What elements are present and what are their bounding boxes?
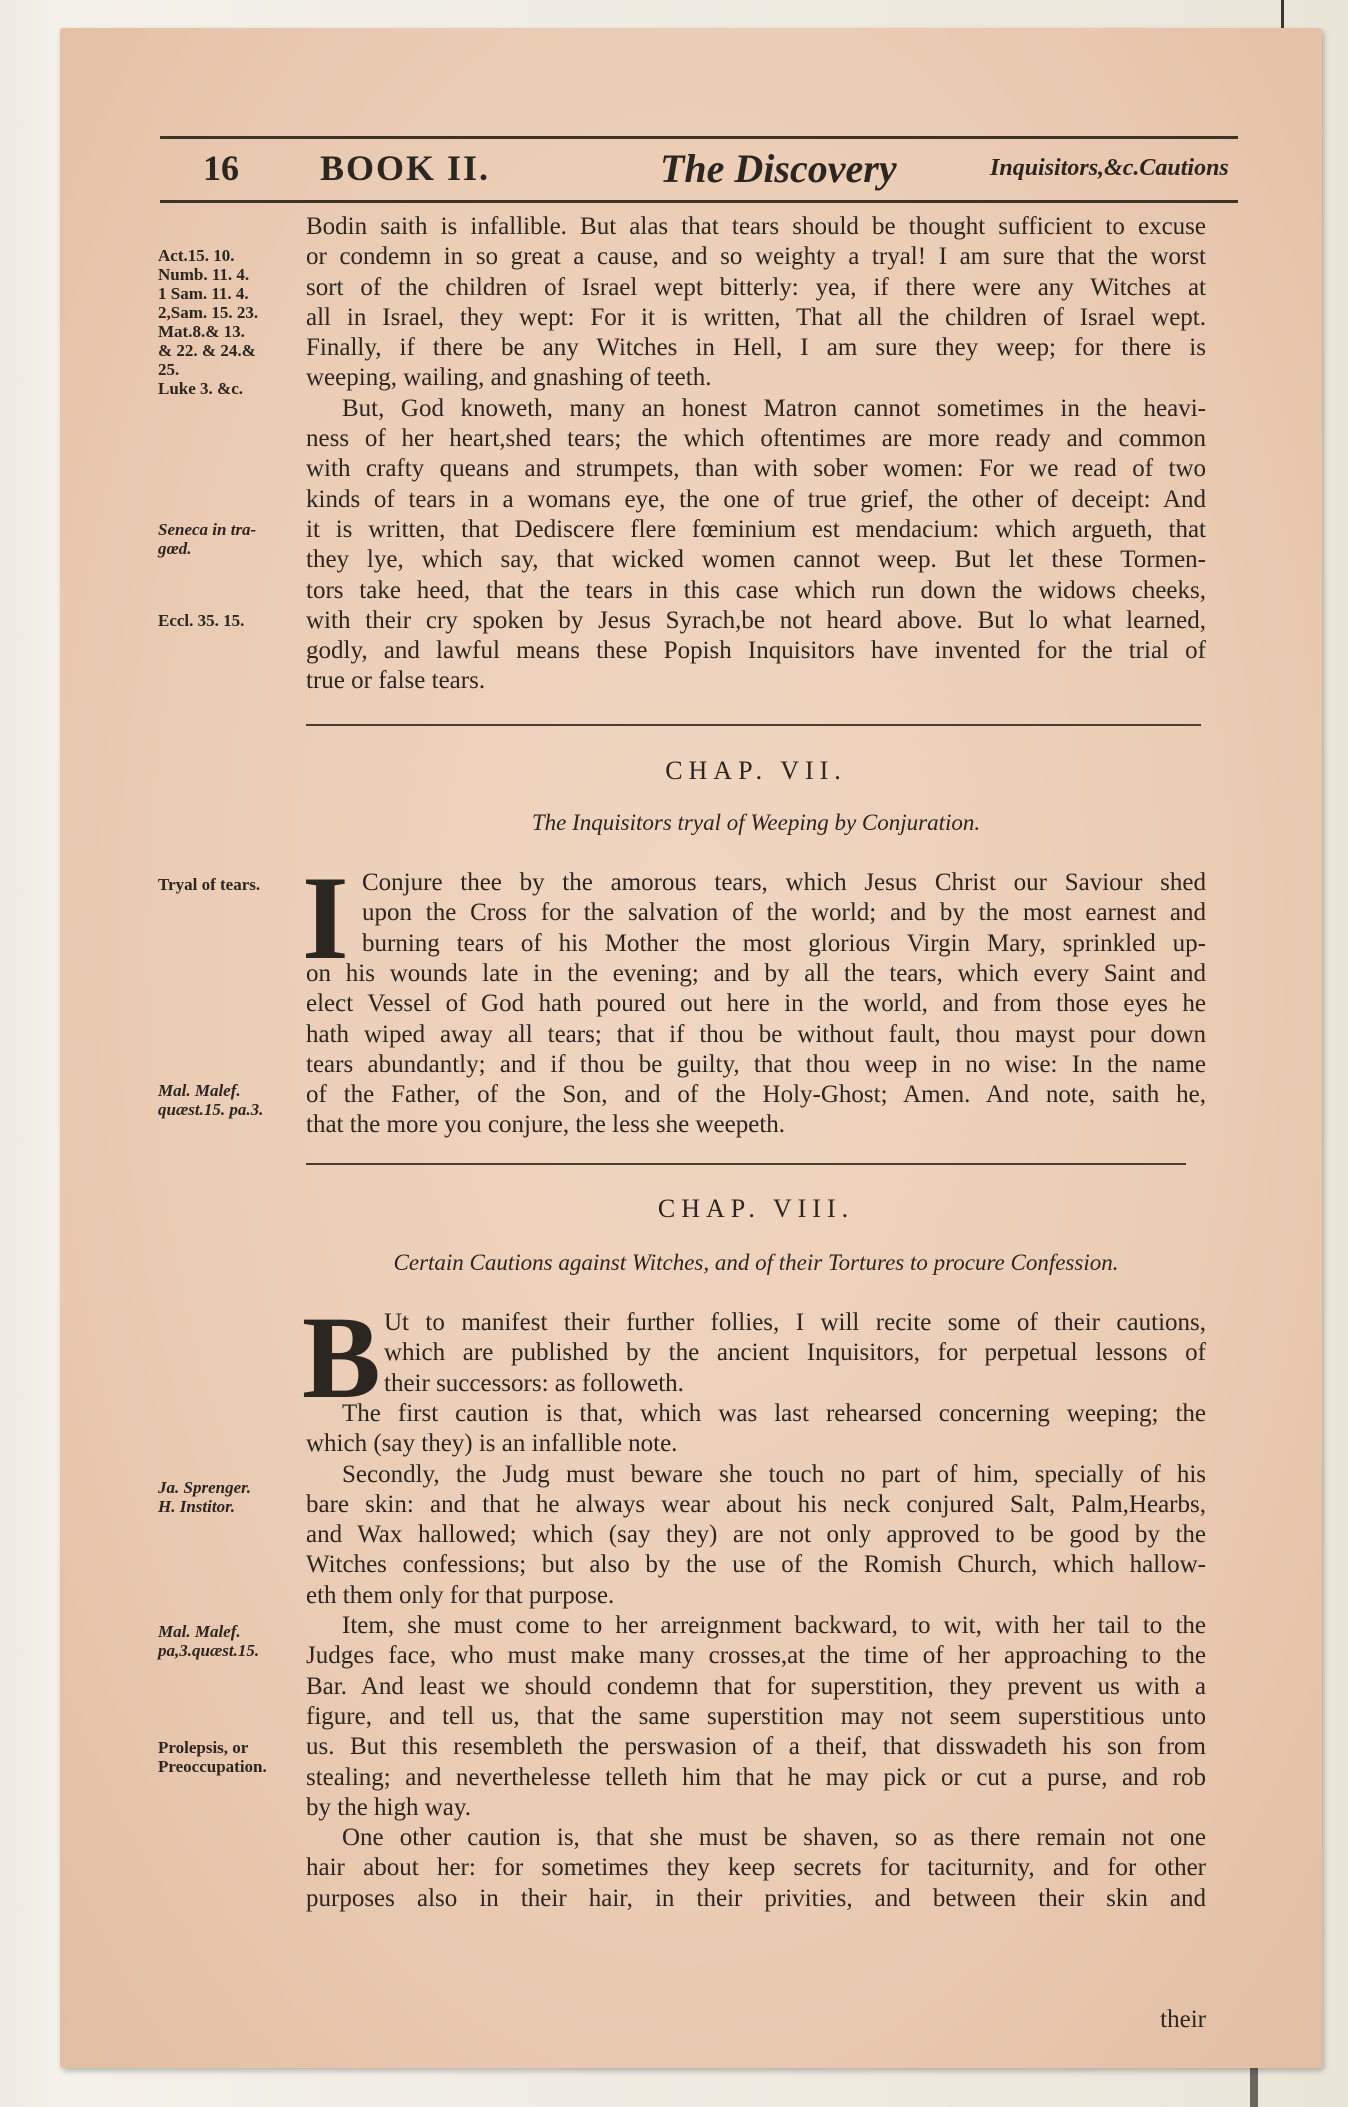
header-rule-bottom	[160, 200, 1238, 203]
text-line: hair about her: for sometimes they keep secrets for taciturnity, and for other	[306, 1854, 1206, 1882]
chapter-heading: CHAP. VIII.	[657, 1194, 855, 1223]
chapter7-text-indented	[362, 868, 1206, 959]
section-divider	[306, 724, 1201, 726]
text-line: and Wax hallowed; which (say they) are not only approved to be good by the	[306, 1521, 1206, 1549]
chapter-subtitle: The Inquisitors tryal of Weeping by Conjuration.	[531, 810, 981, 835]
text-line: ness of her heart,shed tears; the which oftentimes are more ready and common	[306, 425, 1206, 453]
chapter-heading: CHAP. VII.	[665, 756, 847, 785]
page-title: The Discovery	[660, 146, 897, 191]
text-line: burning tears of his Mother the most glorious Virgin Mary, sprinkled up-	[362, 929, 1206, 957]
text-line: Conjure thee by the amorous tears, which Jesus Christ our Saviour shed	[362, 869, 1206, 896]
text-line: that the more you conjure, the less she weepeth.	[306, 1111, 786, 1139]
chapter-subtitle: Certain Cautions against Witches, and of their Tortures to procure Confession.	[393, 1250, 1119, 1275]
header-rule-top	[160, 136, 1238, 139]
margin-note-tryal: Tryal of tears.	[158, 875, 261, 894]
text-line: eth them only for that purpose.	[306, 1581, 615, 1609]
margin-note-eccl: Eccl. 35. 15.	[158, 611, 245, 630]
text-line: hath wiped away all tears; that if thou be without fault, thou mayst pour down	[306, 1020, 1206, 1048]
text-line: their successors: as followeth.	[384, 1369, 684, 1397]
text-line: The first caution is that, which was last rehearsed concerning weeping; the	[342, 1400, 1206, 1427]
text-line: But, God knoweth, many an honest Matron cannot sometimes in the heavi-	[342, 394, 1206, 422]
text-line: us. But this resembleth the perswasion of a theif, that disswadeth his son from	[306, 1733, 1206, 1761]
drop-capital: B	[302, 1292, 381, 1423]
text-line: it is written, that Dediscere flere fœminium est mendacium: which argueth, that	[306, 515, 1206, 543]
text-line: Bodin saith is infallible. But alas that tears should be thought sufficient to excuse	[306, 213, 1206, 240]
text-line: elect Vessel of God hath poured out here in the world, and from those eyes he	[306, 990, 1206, 1018]
margin-note-sprenger: Ja. Sprenger. H. Institor.	[158, 1478, 252, 1516]
text-line: figure, and tell us, that the same superstition may not seem superstitious unto	[306, 1702, 1206, 1730]
text-line: or condemn in so great a cause, and so weighty a tryal! I am sure that the worst	[306, 243, 1206, 271]
catchword: their	[1160, 2006, 1206, 2033]
page-number: 16	[203, 148, 239, 188]
text-line: on his wounds late in the evening; and by all the tears, which every Saint and	[306, 960, 1206, 987]
text-line: with their cry spoken by Jesus Syrach,be not heard above. But lo what learned,	[306, 606, 1206, 634]
chapter8-text	[306, 1399, 1206, 1914]
margin-note-mal-malef-2: Mal. Malef. pa,3.quæst.15.	[158, 1622, 260, 1660]
text-line: kinds of tears in a womans eye, the one of true grief, the other of deceipt: And	[306, 485, 1206, 513]
margin-note-scripture: Act.15. 10. Numb. 11. 4. 1 Sam. 11. 4. 2,Sam. 15. 23. Mat.8.& 13. & 22. & 24.& 25. Luke 3. &c.	[158, 246, 259, 398]
drop-capital: I	[302, 851, 349, 984]
text-line: sort of the children of Israel wept bitterly: yea, if there were any Witches at	[306, 273, 1206, 301]
catchword-row	[306, 2005, 1206, 2035]
text-line: godly, and lawful means these Popish Inquisitors have invented for the trial of	[306, 637, 1206, 665]
text-line: true or false tears.	[306, 667, 486, 695]
book-label: BOOK II.	[320, 148, 491, 188]
chapter8-text-indented	[384, 1308, 1206, 1399]
text-line: Witches confessions; but also by the use of the Romish Church, which hallow-	[306, 1551, 1206, 1579]
margin-note-seneca: Seneca in tra- gœd.	[158, 520, 257, 558]
text-line: tors take heed, that the tears in this case which run down the widows cheeks,	[306, 576, 1206, 604]
text-line: Ut to manifest their further follies, I will recite some of their cautions,	[384, 1309, 1206, 1336]
text-line: tears abundantly; and if thou be guilty, that thou weep in no wise: In the name	[306, 1050, 1206, 1078]
text-line: with crafty queans and strumpets, than with sober women: For we read of two	[306, 455, 1206, 483]
margin-note-prolepsis: Prolepsis, or Preoccupation.	[158, 1738, 267, 1776]
text-line: Bar. And least we should condemn that for superstition, they prevent us with a	[306, 1672, 1206, 1700]
text-line: of the Father, of the Son, and of the Holy-Ghost; Amen. And note, saith he,	[306, 1081, 1206, 1109]
section1-text	[306, 212, 1206, 697]
text-line: which are published by the ancient Inquisitors, for perpetual lessons of	[384, 1339, 1206, 1367]
text-line: by the high way.	[306, 1793, 472, 1821]
text-line: bare skin: and that he always wear about his neck conjured Salt, Palm,Hearbs,	[306, 1490, 1206, 1518]
text-line: purposes also in their hair, in their privities, and between their skin and	[306, 1884, 1206, 1912]
running-header	[165, 145, 1245, 195]
text-line: upon the Cross for the salvation of the world; and by the most earnest and	[362, 899, 1206, 927]
text-line: they lye, which say, that wicked women cannot weep. But let these Tormen-	[306, 546, 1206, 574]
text-line: One other caution is, that she must be shaven, so as there remain not one	[342, 1824, 1206, 1852]
chapter7-text	[306, 959, 1206, 1141]
text-line: all in Israel, they wept: For it is written, That all the children of Israel wept.	[306, 303, 1206, 331]
text-line: which (say they) is an infallible note.	[306, 1430, 678, 1458]
section-divider	[306, 1163, 1186, 1165]
text-line: Item, she must come to her arreignment backward, to wit, with her tail to the	[342, 1612, 1206, 1640]
text-line: stealing; and neverthelesse telleth him that he may pick or cut a purse, and rob	[306, 1763, 1206, 1791]
margin-note-mal-malef: Mal. Malef. quæst.15. pa.3.	[158, 1081, 264, 1119]
text-line: Judges face, who must make many crosses,at the time of her approaching to the	[306, 1642, 1206, 1670]
running-head: Inquisitors,&c.Cautions	[990, 155, 1229, 181]
text-line: weeping, wailing, and gnashing of teeth.	[306, 364, 712, 392]
text-line: Secondly, the Judg must beware she touch no part of him, specially of his	[342, 1460, 1206, 1488]
text-line: Finally, if there be any Witches in Hell, I am sure they weep; for there is	[306, 334, 1206, 362]
